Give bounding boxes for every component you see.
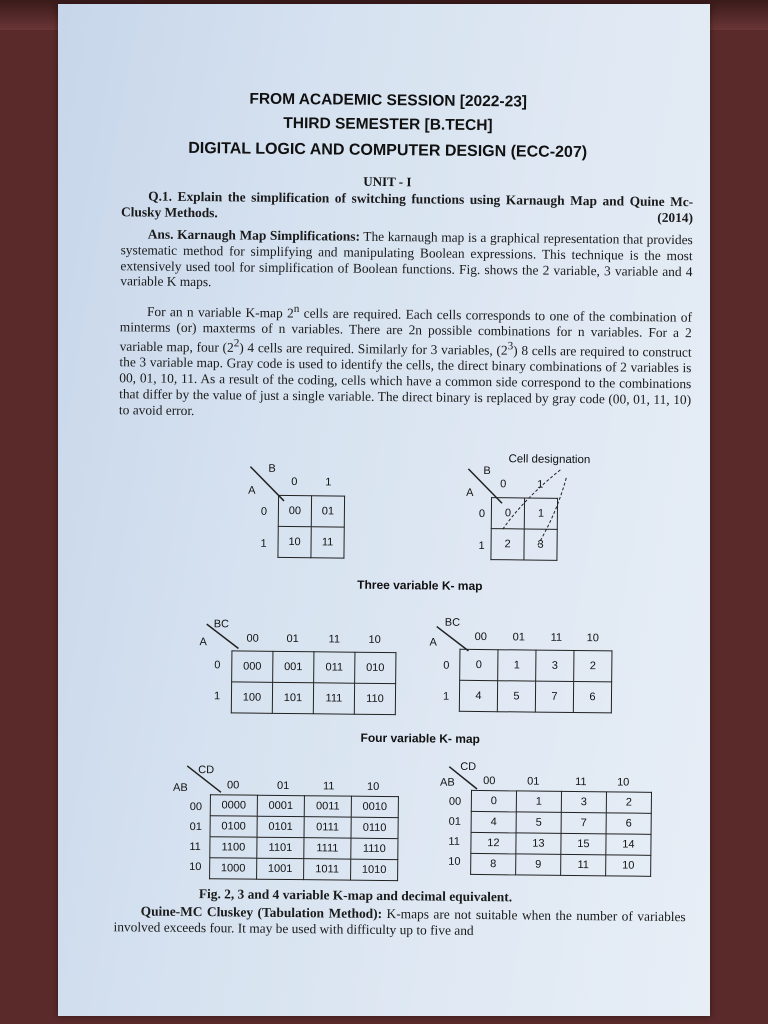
kmap-cell: 1011 <box>304 859 351 880</box>
answer-paragraph <box>120 226 693 295</box>
figure-caption: Fig. 2, 3 and 4 variable K-map and decimal equivalent. <box>198 886 513 905</box>
kmap-cell: 12 <box>471 832 516 853</box>
kmap-cell: 7 <box>535 681 573 712</box>
kmap-cell: 0 <box>471 790 516 811</box>
kmap-cell: 0 <box>460 649 498 680</box>
two-var-a-label: A <box>248 484 256 497</box>
cell-designation-label: Cell designation <box>508 453 591 467</box>
para2-part2: cells are required. Each cells corresponds to one of the combination of minterms (or) maxterms of n variables. There are 2n possible combinations for n variables. For a 2 variable map, four (2 <box>119 305 693 355</box>
kmap-cell: 011 <box>314 652 355 683</box>
kmap-cell: 1100 <box>210 837 257 858</box>
kmap-cell: 010 <box>355 652 396 683</box>
kmap-cell: 1110 <box>351 838 398 859</box>
kmap-cell: 15 <box>561 833 606 854</box>
four-var-caption: Four variable K- map <box>360 730 480 747</box>
three-var-dec-a-label: A <box>429 636 437 649</box>
kmap-cell: 2 <box>491 529 524 560</box>
four-var-dec-row-1: 01 <box>448 815 461 828</box>
three-var-row-1: 1 <box>213 690 221 703</box>
kmap-cell: 100 <box>231 682 272 713</box>
three-var-dec-row-0: 0 <box>443 659 450 672</box>
question-1-year: (2014) <box>657 209 694 226</box>
kmap-cell: 0100 <box>210 816 257 837</box>
subject-heading: DIGITAL LOGIC AND COMPUTER DESIGN (ECC-207) <box>188 139 588 162</box>
kmap-cell: 0101 <box>257 816 304 837</box>
kmap-cell: 1 <box>516 791 561 812</box>
two-var-row-0: 0 <box>260 505 268 518</box>
kmap-cell: 3 <box>524 529 557 560</box>
two-var-dec-col-1: 1 <box>537 478 544 491</box>
four-var-dec-row-2: 11 <box>448 835 460 848</box>
four-var-dec-cd-label: CD <box>460 760 477 773</box>
para2-part3: ) 4 cells are required. Similarly for 3 variables, (2 <box>239 340 508 358</box>
three-var-row-0: 0 <box>214 659 221 672</box>
two-var-dec-b-label: B <box>483 465 491 478</box>
kmap-cell: 0 <box>491 498 524 529</box>
three-var-col-3: 10 <box>368 633 381 646</box>
kmap-cell: 1 <box>498 650 536 681</box>
kmap-cell: 1000 <box>210 858 257 879</box>
session-heading: FROM ACADEMIC SESSION [2022-23] <box>249 90 528 111</box>
four-var-col-0: 00 <box>226 779 240 792</box>
kmap-cell: 7 <box>561 812 606 833</box>
page-content <box>53 1 716 1020</box>
kmap-cell: 0011 <box>304 796 351 817</box>
qmc-lead: Quine-MC Cluskey (Tabulation Method): <box>140 903 383 922</box>
four-var-row-3: 10 <box>189 860 202 874</box>
four-var-col-2: 11 <box>322 780 335 793</box>
kmap-cell: 5 <box>516 812 561 833</box>
two-var-col-1: 1 <box>325 476 332 489</box>
three-var-bc-label: BC <box>213 618 230 631</box>
kmap-cell: 0110 <box>351 817 398 838</box>
four-var-dec-col-3: 10 <box>617 776 630 789</box>
kmap-cell: 6 <box>573 681 611 712</box>
kmap-cell: 11 <box>311 527 344 558</box>
kmap-cell: 001 <box>273 651 314 682</box>
kmap-cell: 10 <box>606 855 651 876</box>
three-var-dec-row-1: 1 <box>442 690 450 703</box>
kmap-cell: 8 <box>471 853 516 874</box>
kmap-cell: 000 <box>232 651 273 682</box>
kmap-cell: 1 <box>524 498 557 529</box>
three-var-kmap-decimal <box>459 649 613 714</box>
three-var-dec-bc-label: BC <box>444 616 461 629</box>
two-var-col-0: 0 <box>291 476 298 489</box>
kmap-cell: 3 <box>561 791 606 812</box>
kmap-cell: 1001 <box>257 858 304 879</box>
question-1-text: Q.1. Explain the simplification of switching functions using Karnaugh Map and Quine Mc-Clusky Methods. <box>120 188 694 221</box>
three-var-col-0: 00 <box>246 632 259 645</box>
four-var-cd-label: CD <box>198 764 215 777</box>
four-var-ab-label: AB <box>172 781 188 794</box>
para2-part4: ) 8 cells are required to construct the 3 variable map. Gray code is used to identify the cells, the direct binary combinations of 2 variables is 00, 01, 10, 11. As a result of the coding, cells which have a common side correspond to the combinations that differ by the value of just a single variable. The direct binary is replaced by gray code (00, 01, 11, 10) to avoid error. <box>118 342 692 418</box>
four-var-row-2: 11 <box>189 840 201 854</box>
answer-lead: Ans. Karnaugh Map Simplifications: <box>147 226 361 244</box>
kmap-cell: 2 <box>574 650 612 681</box>
kmap-cell: 6 <box>606 813 651 834</box>
three-var-dec-col-2: 11 <box>550 631 563 644</box>
para2-sup3: 3 <box>507 340 514 353</box>
kmap-cell: 11 <box>561 854 606 875</box>
kmap-cell: 5 <box>497 681 535 712</box>
four-var-dec-row-3: 10 <box>448 855 461 868</box>
kmap-cell: 9 <box>516 854 561 875</box>
four-var-col-3: 10 <box>366 780 380 793</box>
kmap-cell: 4 <box>471 811 516 832</box>
semester-heading: THIRD SEMESTER [B.TECH] <box>283 114 493 135</box>
kmap-cell: 110 <box>354 683 395 714</box>
book-page <box>58 4 710 1016</box>
answer-text: The karnaugh map is a graphical representation that provides systematic method for simplifying and manipulating Boolean expressions. This technique is the most extensively used tool for simplification of Boolean functions. Fig. shows the 2 variable, 3 variable and 4 variable K maps. <box>120 228 693 290</box>
para2-sup2: 2 <box>233 337 240 350</box>
four-var-kmap-binary <box>209 794 399 881</box>
kmap-cell: 1010 <box>351 859 398 880</box>
kmap-cell: 00 <box>278 495 311 526</box>
two-var-dec-col-0: 0 <box>500 478 507 491</box>
cell-designation-arrows <box>497 467 568 558</box>
four-var-dec-col-1: 01 <box>527 775 540 788</box>
kmap-cell: 0010 <box>351 796 398 817</box>
kmap-cell: 01 <box>311 496 344 527</box>
four-var-row-1: 01 <box>189 820 202 834</box>
kmap-cell: 0000 <box>210 795 257 816</box>
three-var-col-1: 01 <box>286 632 299 646</box>
qmc-text: K-maps are not suitable when the number of variables involved exceeds four. It may be used with difficulty up to five and <box>113 906 686 938</box>
kmap-cell: 101 <box>272 682 313 713</box>
three-var-dec-col-0: 00 <box>474 630 487 644</box>
kmap-cell: 1111 <box>304 838 351 859</box>
two-var-row-1: 1 <box>260 537 267 550</box>
two-var-kmap-binary <box>277 495 345 559</box>
two-var-dec-row-1: 1 <box>478 539 485 553</box>
kmap-cell: 3 <box>536 650 574 681</box>
four-var-dec-col-0: 00 <box>483 775 496 788</box>
two-var-b-label: B <box>268 462 276 475</box>
four-var-col-1: 01 <box>276 779 290 793</box>
three-var-col-2: 11 <box>328 633 341 646</box>
three-var-dec-col-3: 10 <box>586 632 599 645</box>
kmap-cell: 111 <box>313 683 354 714</box>
para2-part1: For an n variable K-map 2 <box>146 303 294 321</box>
three-var-caption: Three variable K- map <box>357 577 483 594</box>
two-var-dec-row-0: 0 <box>478 507 486 521</box>
para2-sup1: n <box>293 303 300 316</box>
kmap-cell: 14 <box>606 834 651 855</box>
two-var-dec-a-label: A <box>466 486 474 499</box>
unit-heading: UNIT - I <box>363 173 412 190</box>
four-var-dec-ab-label: AB <box>440 776 455 789</box>
four-var-kmap-decimal <box>470 790 652 877</box>
kmap-cell: 1101 <box>257 837 304 858</box>
quine-mccluskey-paragraph <box>113 903 685 941</box>
question-1 <box>121 188 693 226</box>
kmap-cell: 0111 <box>304 817 351 838</box>
four-var-row-0: 00 <box>189 800 203 814</box>
kmap-cell: 10 <box>278 526 311 557</box>
kmap-cell: 13 <box>516 833 561 854</box>
kmap-cell: 4 <box>459 680 497 711</box>
four-var-dec-row-0: 00 <box>448 795 462 808</box>
three-var-a-label: A <box>199 636 207 649</box>
three-var-kmap-binary <box>231 650 397 715</box>
kmap-cell: 2 <box>606 792 651 813</box>
four-var-dec-col-2: 11 <box>575 776 587 789</box>
three-var-dec-col-1: 01 <box>512 631 525 644</box>
kmap-cell: 0001 <box>257 795 304 816</box>
kmap-paragraph <box>119 300 692 423</box>
